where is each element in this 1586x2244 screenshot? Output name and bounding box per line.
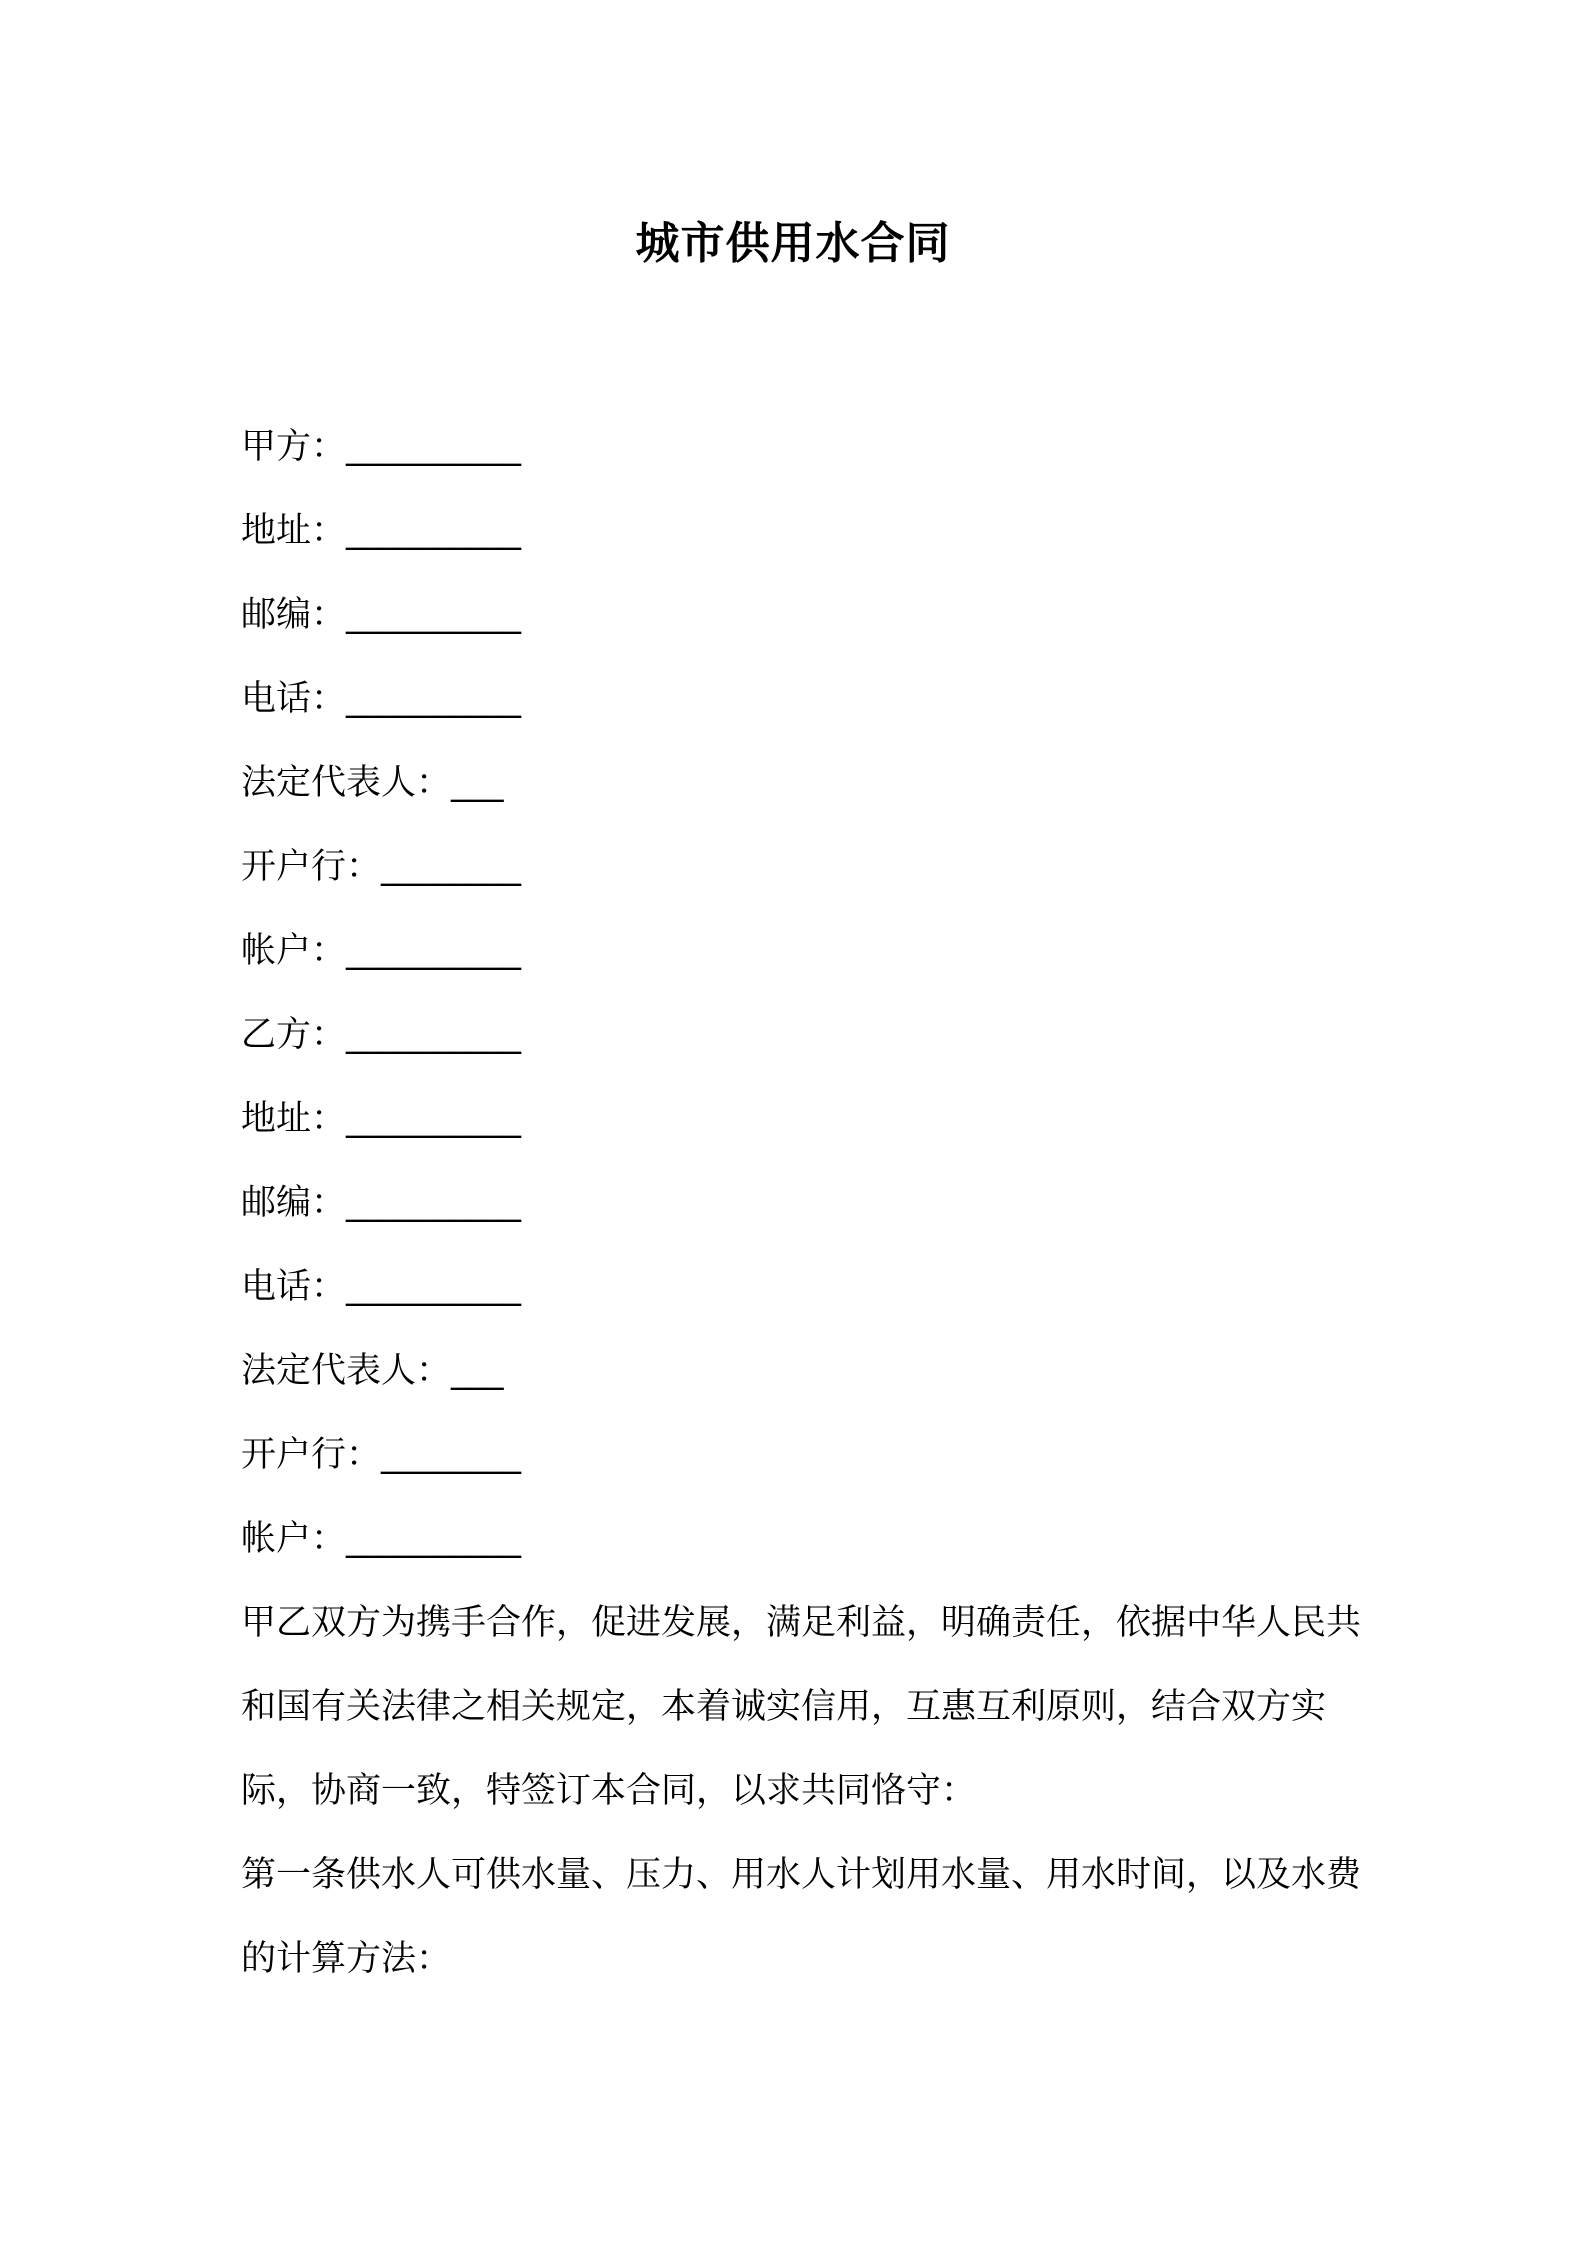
party-b-postcode-field: 邮编：__________	[241, 1183, 522, 1223]
party-b-legal-representative-field: 法定代表人：___	[241, 1351, 504, 1391]
document-body	[241, 405, 1361, 2001]
party-a-phone-field: 电话：__________	[241, 679, 522, 719]
party-b-account-field: 帐户：__________	[241, 1519, 522, 1559]
party-a-postcode-field: 邮编：__________	[241, 595, 522, 635]
preamble-paragraph: 甲乙双方为携手合作，促进发展，满足利益，明确责任，依据中华人民共和国有关法律之相关规定，本着诚实信用，互惠互利原则，结合双方实际，协商一致，特签订本合同，以求共同恪守：	[241, 1603, 1362, 1811]
document-title: 城市供用水合同	[635, 218, 951, 269]
party-a-address-field: 地址：__________	[241, 511, 522, 551]
party-a-name-field: 甲方：__________	[241, 427, 522, 467]
party-a-account-field: 帐户：__________	[241, 931, 522, 971]
party-b-name-field: 乙方：__________	[241, 1015, 522, 1055]
party-b-bank-field: 开户行：________	[241, 1435, 522, 1475]
party-a-bank-field: 开户行：________	[241, 847, 522, 887]
article-one-paragraph: 第一条供水人可供水量、压力、用水人计划用水量、用水时间，以及水费的计算方法：	[241, 1855, 1362, 1979]
party-b-phone-field: 电话：__________	[241, 1267, 522, 1307]
party-b-address-field: 地址：__________	[241, 1099, 522, 1139]
party-a-legal-representative-field: 法定代表人：___	[241, 763, 504, 803]
